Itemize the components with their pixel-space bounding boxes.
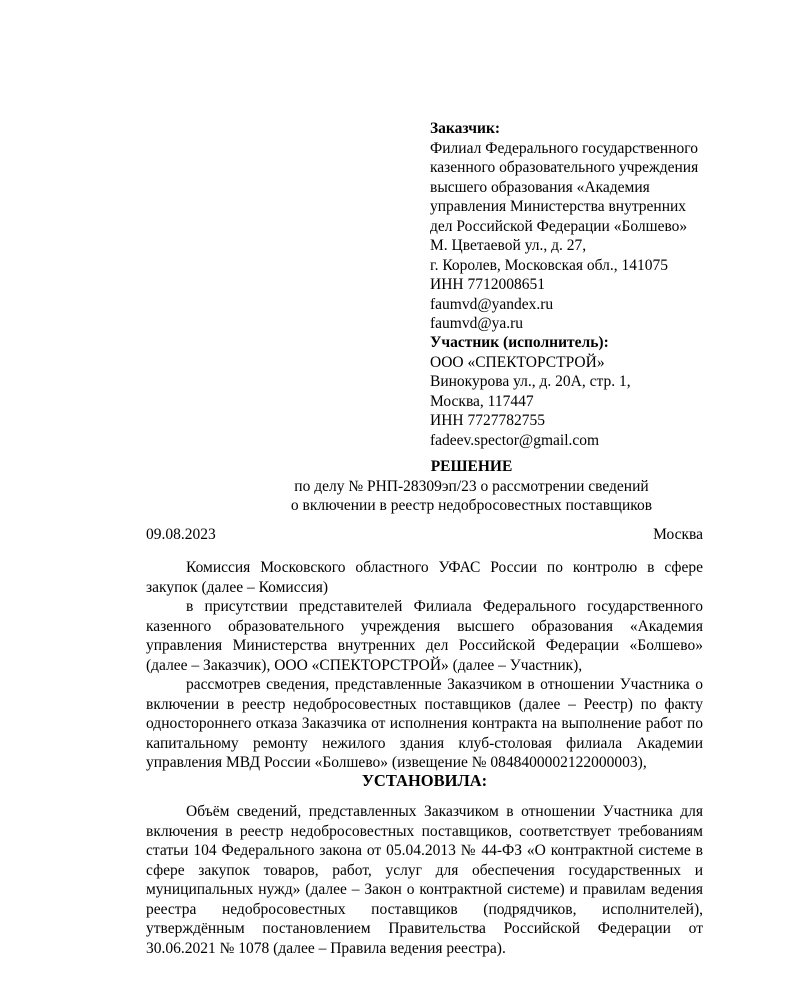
participant-address-city: Москва, 117447 <box>430 392 534 410</box>
customer-line: казенного образовательного учреждения <box>430 159 699 176</box>
participant-email: fadeev.spector@gmail.com <box>430 431 600 449</box>
customer-line: высшего образования «Академия <box>430 178 650 196</box>
attendance-paragraph: в присутствии представителей Филиала Федерального государственного казенного образовательного учреждения высшего образования «Академия управления Министерства внутренних дел Российской Федерации «Болшево» (далее – Заказчик), ООО «СПЕКТОРСТРОЙ» (далее – Участник), <box>146 598 703 674</box>
findings <box>146 802 703 958</box>
customer-inn: ИНН 7712008651 <box>430 276 545 293</box>
customer-email: faumvd@yandex.ru <box>430 295 554 313</box>
decision-subtitle: о включении в реестр недобросовестных поставщиков <box>290 497 653 514</box>
customer-address-city: г. Королев, Московская обл., 141075 <box>430 256 668 274</box>
customer-line: управления Министерства внутренних <box>430 198 687 215</box>
customer-line: Филиал Федерального государственного <box>430 139 698 157</box>
decision-subtitle: по делу № РНП-28309эп/23 о рассмотрении сведений <box>294 477 649 495</box>
decision-title: РЕШЕНИЕ <box>430 458 513 475</box>
review-paragraph: рассмотрев сведения, представленные Заказчиком в отношении Участника о включении в реестр недобросовестных поставщиков (далее – Реестр) по факту одностороннего отказа Заказчика от исполнения контракта на выполнение работ по капитальному ремонту нежилого здания клуб-столовая филиала Академии управления МВД России «Болшево» (извещение № 0848400002122000003), <box>146 676 703 771</box>
participant-address-block <box>430 333 760 450</box>
customer-heading: Заказчик: <box>430 120 501 137</box>
commission-paragraph: Комиссия Московского областного УФАС России по контролю в сфере закупок (далее – Комиссия) <box>146 559 703 596</box>
customer-email: faumvd@ya.ru <box>430 315 524 332</box>
decision-title-block <box>146 457 703 516</box>
customer-line: дел Российской Федерации «Болшево» <box>430 217 688 235</box>
section-heading-established: УСТАНОВИЛА: <box>361 771 488 790</box>
customer-address-street: М. Цветаевой ул., д. 27, <box>430 237 587 254</box>
participant-address-street: Винокурова ул., д. 20А, стр. 1, <box>430 373 631 390</box>
preamble <box>146 558 703 773</box>
decision-city: Москва <box>653 526 703 543</box>
customer-address-block <box>430 119 760 334</box>
participant-heading: Участник (исполнитель): <box>430 334 609 351</box>
participant-inn: ИНН 7727782755 <box>430 412 545 429</box>
participant-company-name: ООО «СПЕКТОРСТРОЙ» <box>430 353 605 371</box>
decision-date: 09.08.2023 <box>146 526 216 543</box>
findings-paragraph: Объём сведений, представленных Заказчиком в отношении Участника для включения в реестр недобросовестных поставщиков, соответствует требованиям статьи 104 Федерального закона от 05.04.2013 № 44-ФЗ «О контрактной системе в сфере закупок товаров, работ, услуг для обеспечения государственных и муниципальных нужд» (далее – Закон о контрактной системе) и правилам ведения реестра недобросовестных поставщиков (подрядчиков, исполнителей), утверждённым постановлением Правительства Российской Федерации от 30.06.2021 № 1078 (далее – Правила ведения реестра). <box>146 803 703 957</box>
